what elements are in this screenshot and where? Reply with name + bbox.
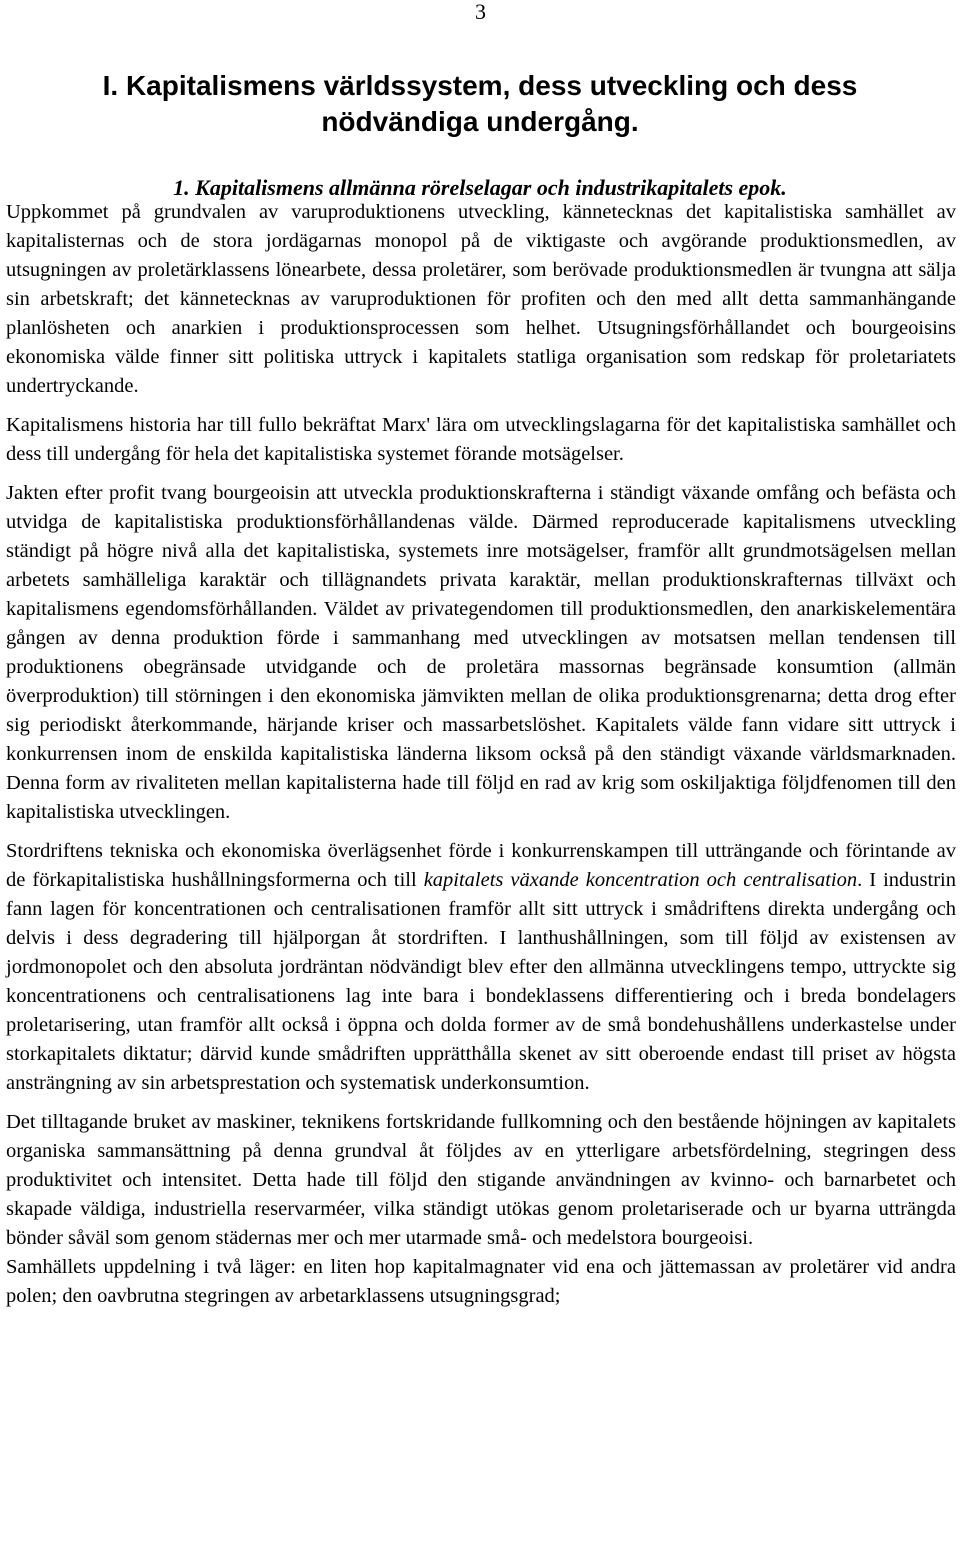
paragraph-4: [6, 837, 956, 1098]
chapter-title: I. Kapitalismens världssystem, dess utveckling och dess nödvändiga undergång.: [102, 70, 858, 137]
page-number: 3: [475, 0, 486, 24]
paragraph-4-end: . I industrin fann lagen för koncentrationen och centralisationen framför allt sitt uttryck i smådriftens direkta undergång och delvis i dess degradering till hjälporgan åt stordriften. I lanthushållningen, som till följd av existensen av jordmonopolet och den absoluta jordräntan nödvändigt blev efter den allmänna utvecklingens tempo, uttryckte sig koncentrationens och centralisationens lag inte bara i bondeklassens differentiering och i breda bondelagers proletarisering, utan framför allt också i öppna och dolda former av de små bondehushållens underkastelse under storkapitalets diktatur; därvid kunde smådriften upprätthålla skenet av sitt oberoende endast till priset av högsta ansträngning av sin arbetsprestation och systematisk underkonsumtion.: [6, 869, 957, 1094]
paragraph-4-start: Stordriftens tekniska och ekonomiska överlägsenhet förde i konkurrenskampen till utträngande och förintande av de förkapitalistiska hushållningsformerna och till: [6, 840, 956, 891]
paragraph-4-emphasis: kapitalets växande koncentration och centralisation: [423, 869, 858, 891]
body-text: [6, 198, 956, 1321]
paragraph-1: Uppkommet på grundvalen av varuproduktionens utveckling, kännetecknas det kapitalistiska samhället av kapitalisternas och de stora jordägarnas monopol på de viktigaste och avgörande produktionsmedlen, av utsugningen av proletärklassens lönearbete, dessa proletärer, som berövade produktionsmedlen är tvungna att sälja sin arbetskraft; det kännetecknas av varuproduktionen för profiten och den med allt detta sammanhängande planlösheten och anarkien i produktionsprocessen som helhet. Utsugningsförhållandet och bourgeoisins ekonomiska välde finner sitt politiska uttryck i kapitalets statliga organisation som redskap för proletariatets undertryckande.: [6, 201, 956, 397]
section-heading: 1. Kapitalismens allmänna rörelselagar och industrikapitalets epok.: [173, 175, 787, 200]
paragraph-3: Jakten efter profit tvang bourgeoisin att utveckla produktionskrafterna i ständigt växande omfång och befästa och utvidga de kapitalistiska produktionsförhållandenas välde. Därmed reproducerade kapitalismens utveckling ständigt på högre nivå alla det kapitalistiska, systemets inre motsägelser, framför allt grundmotsägelsen mellan arbetets samhälleliga karaktär och tillägnandets privata karaktär, mellan produktionskrafternas tillväxt och kapitalismens egendomsförhållanden. Väldet av privategendomen till produktionsmedlen, den anarkiskelementära gången av denna produktion förde i sammanhang med utvecklingen av motsatsen mellan tendensen till produktionens obegränsade utvidgande och de proletära massornas begränsade konsumtion (allmän överproduktion) till störningen i den ekonomiska jämvikten mellan de olika produktionsgrenarna; detta drog efter sig periodiskt återkommande, härjande kriser och massarbetslöshet. Kapitalets välde fann vidare sitt uttryck i konkurrensen inom de enskilda kapitalistiska länderna liksom också på den ständigt växande världsmarknaden. Denna form av rivaliteten mellan kapitalisterna hade till följd en rad av krig som oskiljaktiga följdfenomen till den kapitalistiska utvecklingen.: [6, 482, 956, 823]
paragraph-5: Det tilltagande bruket av maskiner, teknikens fortskridande fullkomning och den bestående höjningen av kapitalets organiska sammansättning på denna grundval åt följdes av en ytterligare arbetsfördelning, stegringen dess produktivitet och intensitet. Detta hade till följd den stigande användningen av kvinno- och barnarbetet och skapade väldiga, industriella reservarméer, vilka ständigt utökas genom proletariserade och ur byarna utträngda bönder såväl som genom städernas mer och mer utarmade små- och medelstora bourgeoisi.: [6, 1111, 956, 1249]
paragraph-2: Kapitalismens historia har till fullo bekräftat Marx' lära om utvecklingslagarna för det kapitalistiska samhället och dess till undergång för hela det kapitalistiska systemet förande motsägelser.: [6, 414, 956, 465]
paragraph-6: Samhällets uppdelning i två läger: en liten hop kapitalmagnater vid ena och jättemassan av proletärer vid andra polen; den oavbrutna stegringen av arbetarklassens utsugningsgrad;: [6, 1256, 956, 1307]
